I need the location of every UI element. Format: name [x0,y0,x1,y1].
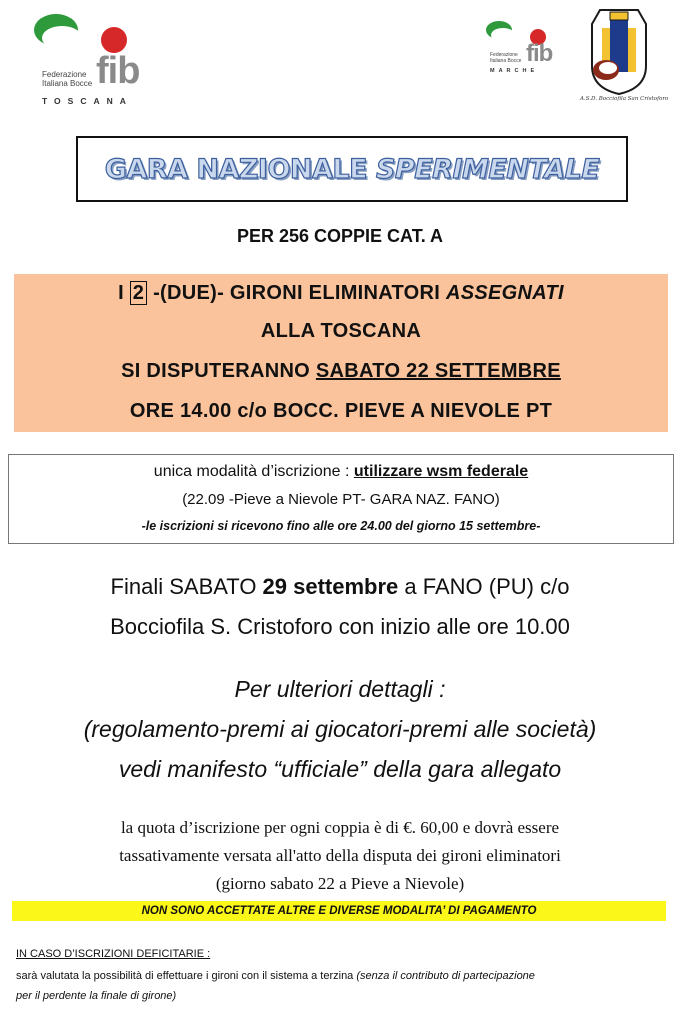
fib-marche-logo [484,18,574,78]
announcement-line-1: I 2 -(DUE)- GIRONI ELIMINATORI ASSEGNATI [118,282,564,304]
federation-name: Federazione Italiana Bocce [490,52,522,64]
details-line-3: vedi manifesto “ufficiale” della gara allegato [118,756,562,782]
announcement-line-4: ORE 14.00 c/o BOCC. PIEVE A NIEVOLE PT [129,400,553,422]
payment-notice: NON SONO ACCETTATE ALTRE E DIVERSE MODALITA’ DI PAGAMENTO [12,901,666,921]
deficit-text-1: sarà valutata la possibilità di effettuare i gironi con il sistema a terzina (senza il contributo di partecipazione [16,970,535,982]
registration-mode: unica modalità d’iscrizione : utilizzare wsm federale [153,463,529,480]
announcement-band [14,274,668,432]
registration-reference: (22.09 -Pieve a Nievole PT- GARA NAZ. FANO) [182,491,500,508]
fib-toscana-logo [28,10,168,110]
details-line-2: (regolamento-premi ai giocatori-premi alle società) [83,716,597,742]
quota-line-3: (giorno sabato 22 a Pieve a Nievole) [215,874,465,893]
announcement-line-2: ALLA TOSCANA [260,320,422,342]
finals-line-2: Bocciofila S. Cristoforo con inizio alle ore 10.00 [110,614,570,639]
region-label: MARCHE [490,68,539,74]
registration-box [8,454,674,544]
announcement-line-3: SI DISPUTERANNO SABATO 22 SETTEMBRE [121,360,561,382]
details-line-1: Per ulteriori dettagli : [234,676,446,702]
region-label: TOSCANA [42,96,133,106]
club-crest-logo [580,4,669,112]
deficit-text-2: per il perdente la finale di girone) [16,990,177,1002]
subtitle: PER 256 COPPIE CAT. A [236,226,444,246]
finals-line-1: Finali SABATO 29 settembre a FANO (PU) c/o [110,574,570,599]
number-box: 2 [130,281,147,305]
registration-deadline: -le iscrizioni si ricevono fino alle ore 24.00 del giorno 15 settembre- [141,519,541,533]
deficit-title: IN CASO D’ISCRIZIONI DEFICITARIE : [16,948,211,960]
crest-caption: A.S.D. Bocciofila San Cristoforo [580,96,669,102]
title-box [76,136,628,202]
federation-name: Federazione Italiana Bocce [42,70,93,88]
fib-wordmark: fib [526,40,553,67]
fib-wordmark: fib [96,50,140,92]
quota-line-2: tassativamente versata all'atto della disputa dei gironi eliminatori [119,846,561,865]
quota-line-1: la quota d’iscrizione per ogni coppia è di €. 60,00 e dovrà essere [120,818,560,837]
page-title: GARA NAZIONALE SPERIMENTALE [104,153,600,185]
